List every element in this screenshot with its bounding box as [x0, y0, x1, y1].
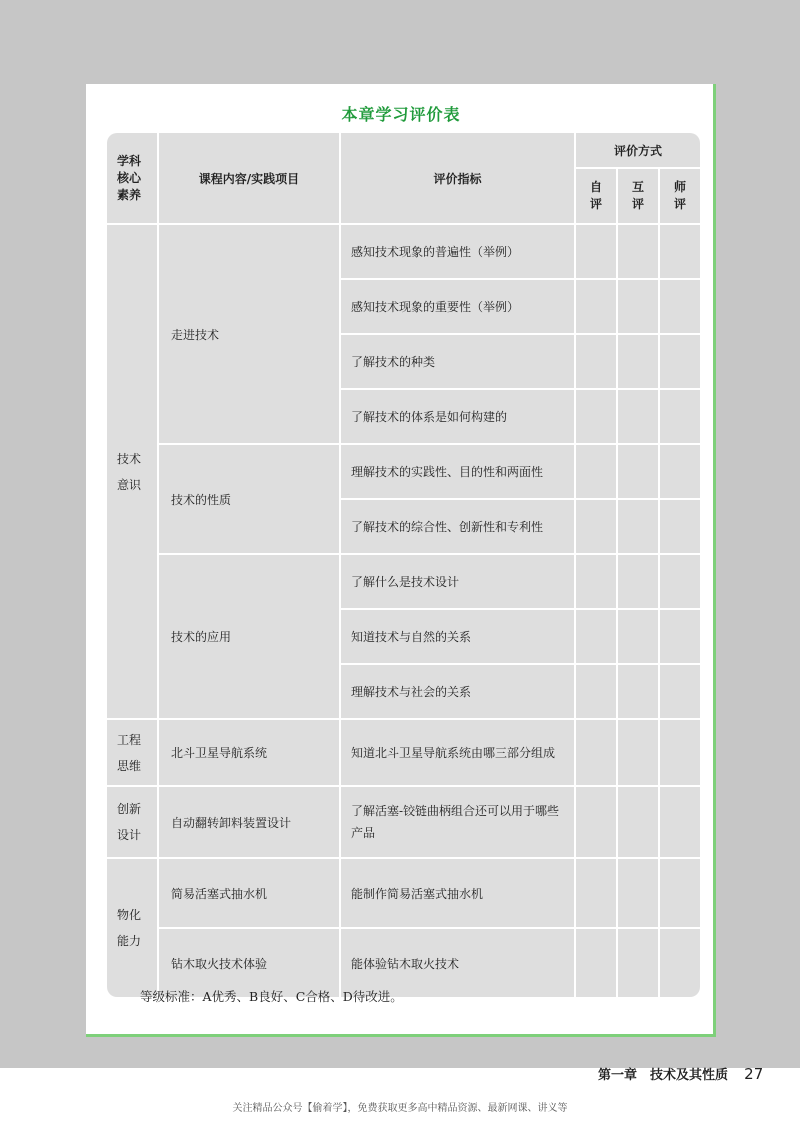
self-eval-cell[interactable]	[576, 665, 616, 718]
self-eval-cell[interactable]	[576, 787, 616, 857]
self-eval-cell[interactable]	[576, 335, 616, 388]
self-eval-cell[interactable]	[576, 445, 616, 498]
teacher-eval-cell[interactable]	[660, 390, 700, 443]
teacher-eval-cell[interactable]	[660, 929, 700, 997]
self-eval-cell[interactable]	[576, 390, 616, 443]
indicator-cell: 知道北斗卫星导航系统由哪三部分组成	[341, 720, 574, 785]
teacher-eval-cell[interactable]	[660, 787, 700, 857]
self-eval-cell[interactable]	[576, 555, 616, 608]
course-zuanmu: 钻木取火技术体验	[159, 929, 339, 997]
peer-eval-cell[interactable]	[618, 665, 658, 718]
category-physical-ability: 物化 能力	[107, 859, 157, 997]
page-footer	[598, 1064, 763, 1083]
peer-eval-cell[interactable]	[618, 787, 658, 857]
peer-eval-cell[interactable]	[618, 720, 658, 785]
page-number: 27	[744, 1065, 764, 1083]
self-eval-cell[interactable]	[576, 610, 616, 663]
teacher-eval-cell[interactable]	[660, 225, 700, 278]
indicator-cell: 了解技术的体系是如何构建的	[341, 390, 574, 443]
header-evaluation-indicator: 评价指标	[341, 133, 574, 223]
watermark-note: 关注精品公众号【偷着学】，免费获取更多高中精品资源、最新网课、讲义等	[232, 1103, 568, 1114]
self-eval-cell[interactable]	[576, 929, 616, 997]
header-self-eval: 自 评	[576, 169, 616, 223]
indicator-cell: 能体验钻木取火技术	[341, 929, 574, 997]
teacher-eval-cell[interactable]	[660, 555, 700, 608]
peer-eval-cell[interactable]	[618, 225, 658, 278]
indicator-cell: 了解活塞-铰链曲柄组合还可以用于哪些产品	[341, 787, 574, 857]
indicator-cell: 理解技术与社会的关系	[341, 665, 574, 718]
teacher-eval-cell[interactable]	[660, 665, 700, 718]
evaluation-table	[107, 133, 700, 997]
evaluation-card	[86, 84, 716, 1037]
indicator-cell: 感知技术现象的重要性（举例）	[341, 280, 574, 333]
peer-eval-cell[interactable]	[618, 500, 658, 553]
indicator-cell: 了解什么是技术设计	[341, 555, 574, 608]
category-innovation-design: 创新 设计	[107, 787, 157, 857]
self-eval-cell[interactable]	[576, 859, 616, 927]
table-title: 本章学习评价表	[341, 105, 461, 124]
indicator-cell: 知道技术与自然的关系	[341, 610, 574, 663]
indicator-cell: 了解技术的综合性、创新性和专利性	[341, 500, 574, 553]
indicator-cell: 理解技术的实践性、目的性和两面性	[341, 445, 574, 498]
teacher-eval-cell[interactable]	[660, 610, 700, 663]
category-tech-awareness: 技术 意识	[107, 225, 157, 718]
grading-standard-note: 等级标准：A优秀、B良好、C合格、D待改进。	[140, 989, 403, 1004]
teacher-eval-cell[interactable]	[660, 445, 700, 498]
course-zoujin: 走进技术	[159, 225, 339, 443]
teacher-eval-cell[interactable]	[660, 335, 700, 388]
header-peer-eval: 互 评	[618, 169, 658, 223]
peer-eval-cell[interactable]	[618, 929, 658, 997]
peer-eval-cell[interactable]	[618, 335, 658, 388]
course-zidong: 自动翻转卸料装置设计	[159, 787, 339, 857]
course-yingyong: 技术的应用	[159, 555, 339, 718]
header-teacher-eval: 师 评	[660, 169, 700, 223]
course-xingzhi: 技术的性质	[159, 445, 339, 553]
teacher-eval-cell[interactable]	[660, 500, 700, 553]
peer-eval-cell[interactable]	[618, 445, 658, 498]
peer-eval-cell[interactable]	[618, 555, 658, 608]
teacher-eval-cell[interactable]	[660, 859, 700, 927]
teacher-eval-cell[interactable]	[660, 280, 700, 333]
header-course-content: 课程内容/实践项目	[159, 133, 339, 223]
self-eval-cell[interactable]	[576, 500, 616, 553]
course-beidou: 北斗卫星导航系统	[159, 720, 339, 785]
self-eval-cell[interactable]	[576, 225, 616, 278]
peer-eval-cell[interactable]	[618, 859, 658, 927]
self-eval-cell[interactable]	[576, 280, 616, 333]
header-evaluation-method: 评价方式	[576, 133, 700, 167]
indicator-cell: 能制作简易活塞式抽水机	[341, 859, 574, 927]
indicator-cell: 了解技术的种类	[341, 335, 574, 388]
course-jianyi: 简易活塞式抽水机	[159, 859, 339, 927]
peer-eval-cell[interactable]	[618, 280, 658, 333]
indicator-cell: 感知技术现象的普遍性（举例）	[341, 225, 574, 278]
peer-eval-cell[interactable]	[618, 390, 658, 443]
category-engineering-thinking: 工程 思维	[107, 720, 157, 785]
self-eval-cell[interactable]	[576, 720, 616, 785]
chapter-title: 第一章 技术及其性质	[598, 1068, 729, 1083]
teacher-eval-cell[interactable]	[660, 720, 700, 785]
peer-eval-cell[interactable]	[618, 610, 658, 663]
header-core-literacy: 学科 核心 素养	[107, 133, 157, 223]
